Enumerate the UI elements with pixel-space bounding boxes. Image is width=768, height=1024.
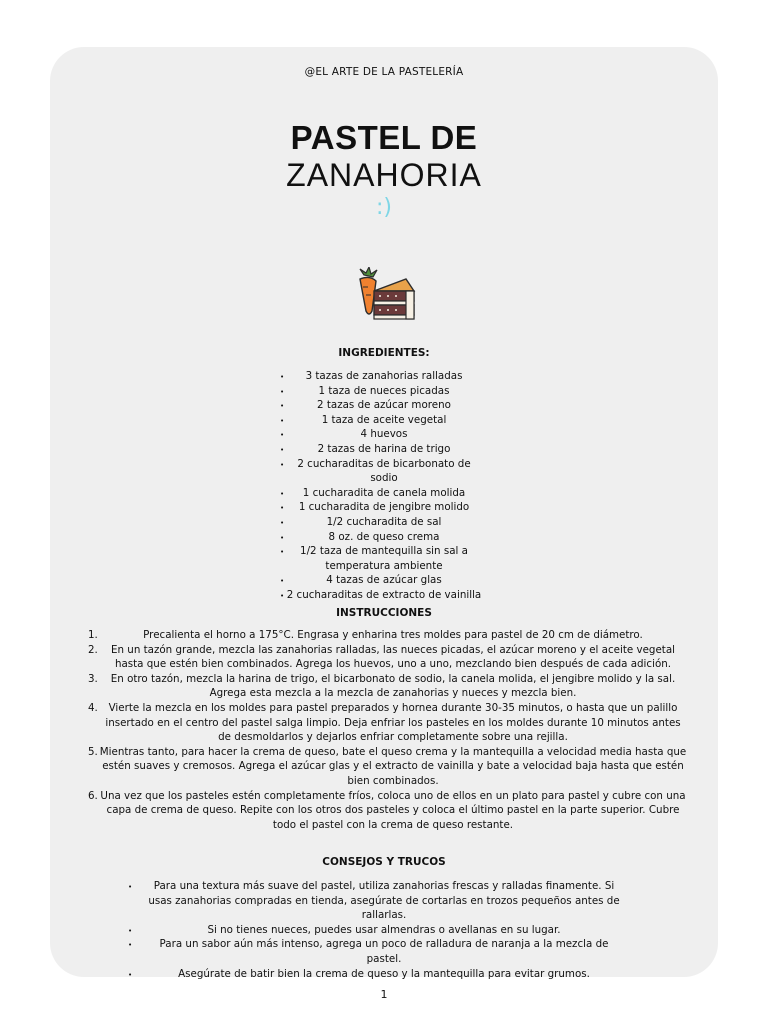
- list-item: • 3 tazas de zanahorias ralladas: [284, 369, 484, 384]
- instruction-step: [88, 643, 688, 672]
- list-item: • 1 cucharadita de canela molida: [284, 486, 484, 501]
- tips-heading: CONSEJOS Y TRUCOS: [322, 856, 446, 868]
- list-item: • 4 tazas de azúcar glas: [284, 573, 484, 588]
- list-item: • 2 tazas de harina de trigo: [284, 442, 484, 457]
- carrot-cake-icon: [350, 267, 420, 327]
- list-item: • 8 oz. de queso crema: [284, 530, 484, 545]
- step-text: Mientras tanto, para hacer la crema de queso, bate el queso crema y la mantequilla a velocidad media hasta que estén suaves y cremosos. Agrega el azúcar glas y el extracto de vainilla y bate a velocidad baja hasta que estén bien combinados.: [99, 745, 687, 787]
- smiley-emoticon: :): [376, 195, 392, 220]
- list-item: • 1 taza de nueces picadas: [284, 384, 484, 399]
- list-item: • Asegúrate de batir bien la crema de queso y la mantequilla para evitar grumos.: [144, 967, 624, 982]
- instruction-step: [88, 701, 688, 745]
- recipe-title-line1: PASTEL DE: [290, 119, 478, 156]
- instruction-step: [88, 745, 688, 789]
- step-number: 6.: [88, 789, 98, 802]
- page-number: 1: [380, 988, 388, 1001]
- step-number: 5.: [88, 745, 98, 758]
- list-item: • 1 cucharadita de jengibre molido: [284, 500, 484, 515]
- recipe-card: [50, 47, 718, 980]
- tips-list: [50, 879, 718, 981]
- step-number: 1.: [88, 629, 98, 641]
- step-text: Vierte la mezcla en los moldes para pastel preparados y hornea durante 30-35 minutos, o hasta que un palillo insertado en el centro del pastel salga limpio. Deja enfriar los pasteles en los moldes durante 10 minutos antes de desmoldarlos y dejarlos enfriar completamente sobre una rejilla.: [105, 701, 681, 744]
- list-item: • Para un sabor aún más intenso, agrega un poco de ralladura de naranja a la mezcla de pastel.: [144, 937, 624, 966]
- instruction-step: [88, 672, 688, 701]
- step-number: 2.: [88, 643, 98, 656]
- list-item: • 2 cucharaditas de extracto de vainilla: [284, 588, 484, 603]
- list-item: • Si no tienes nueces, puedes usar almendras o avellanas en su lugar.: [144, 923, 624, 938]
- list-item: • 2 tazas de azúcar moreno: [284, 398, 484, 413]
- list-item: • 1/2 cucharadita de sal: [284, 515, 484, 530]
- step-text: Una vez que los pasteles estén completamente fríos, coloca uno de ellos en un plato para pastel y cubre con una capa de crema de queso. Repite con los otros dos pasteles y coloca el último pastel en la parte superior. Cubre todo el pastel con la crema de queso restante.: [100, 789, 686, 831]
- instructions-heading: INSTRUCCIONES: [336, 607, 432, 619]
- step-text: Precalienta el horno a 175°C. Engrasa y enharina tres moldes para pastel de 20 cm de diámetro.: [143, 629, 643, 641]
- instruction-step: [88, 789, 688, 833]
- recipe-title-line2: ZANAHORIA: [286, 157, 482, 193]
- step-text: En otro tazón, mezcla la harina de trigo, el bicarbonato de sodio, la canela molida, el jengibre molido y la sal. Agrega esta mezcla a la mezcla de zanahorias y nueces y mezcla bien.: [110, 672, 676, 700]
- instruction-step: [88, 628, 688, 643]
- step-text: En un tazón grande, mezcla las zanahorias ralladas, las nueces picadas, el azúcar moreno y el aceite vegetal hasta que estén bien combinados. Agrega los huevos, uno a uno, mezclando bien después de cada adición.: [110, 643, 675, 671]
- instructions-list: [50, 628, 718, 832]
- list-item: • 1/2 taza de mantequilla sin sal a temperatura ambiente: [284, 544, 484, 573]
- ingredients-list: [50, 369, 718, 603]
- list-item: • 4 huevos: [284, 427, 484, 442]
- list-item: • 1 taza de aceite vegetal: [284, 413, 484, 428]
- list-item: • Para una textura más suave del pastel, utiliza zanahorias frescas y ralladas finamente. Si usas zanahorias compradas en tienda, asegúrate de cortarlas en trozos pequeños antes de rallarlas.: [144, 879, 624, 923]
- step-number: 4.: [88, 701, 98, 714]
- author-handle: @EL ARTE DE LA PASTELERÍA: [304, 66, 464, 78]
- ingredients-heading: INGREDIENTES:: [338, 347, 430, 359]
- step-number: 3.: [88, 672, 98, 685]
- list-item: • 2 cucharaditas de bicarbonato de sodio: [284, 457, 484, 486]
